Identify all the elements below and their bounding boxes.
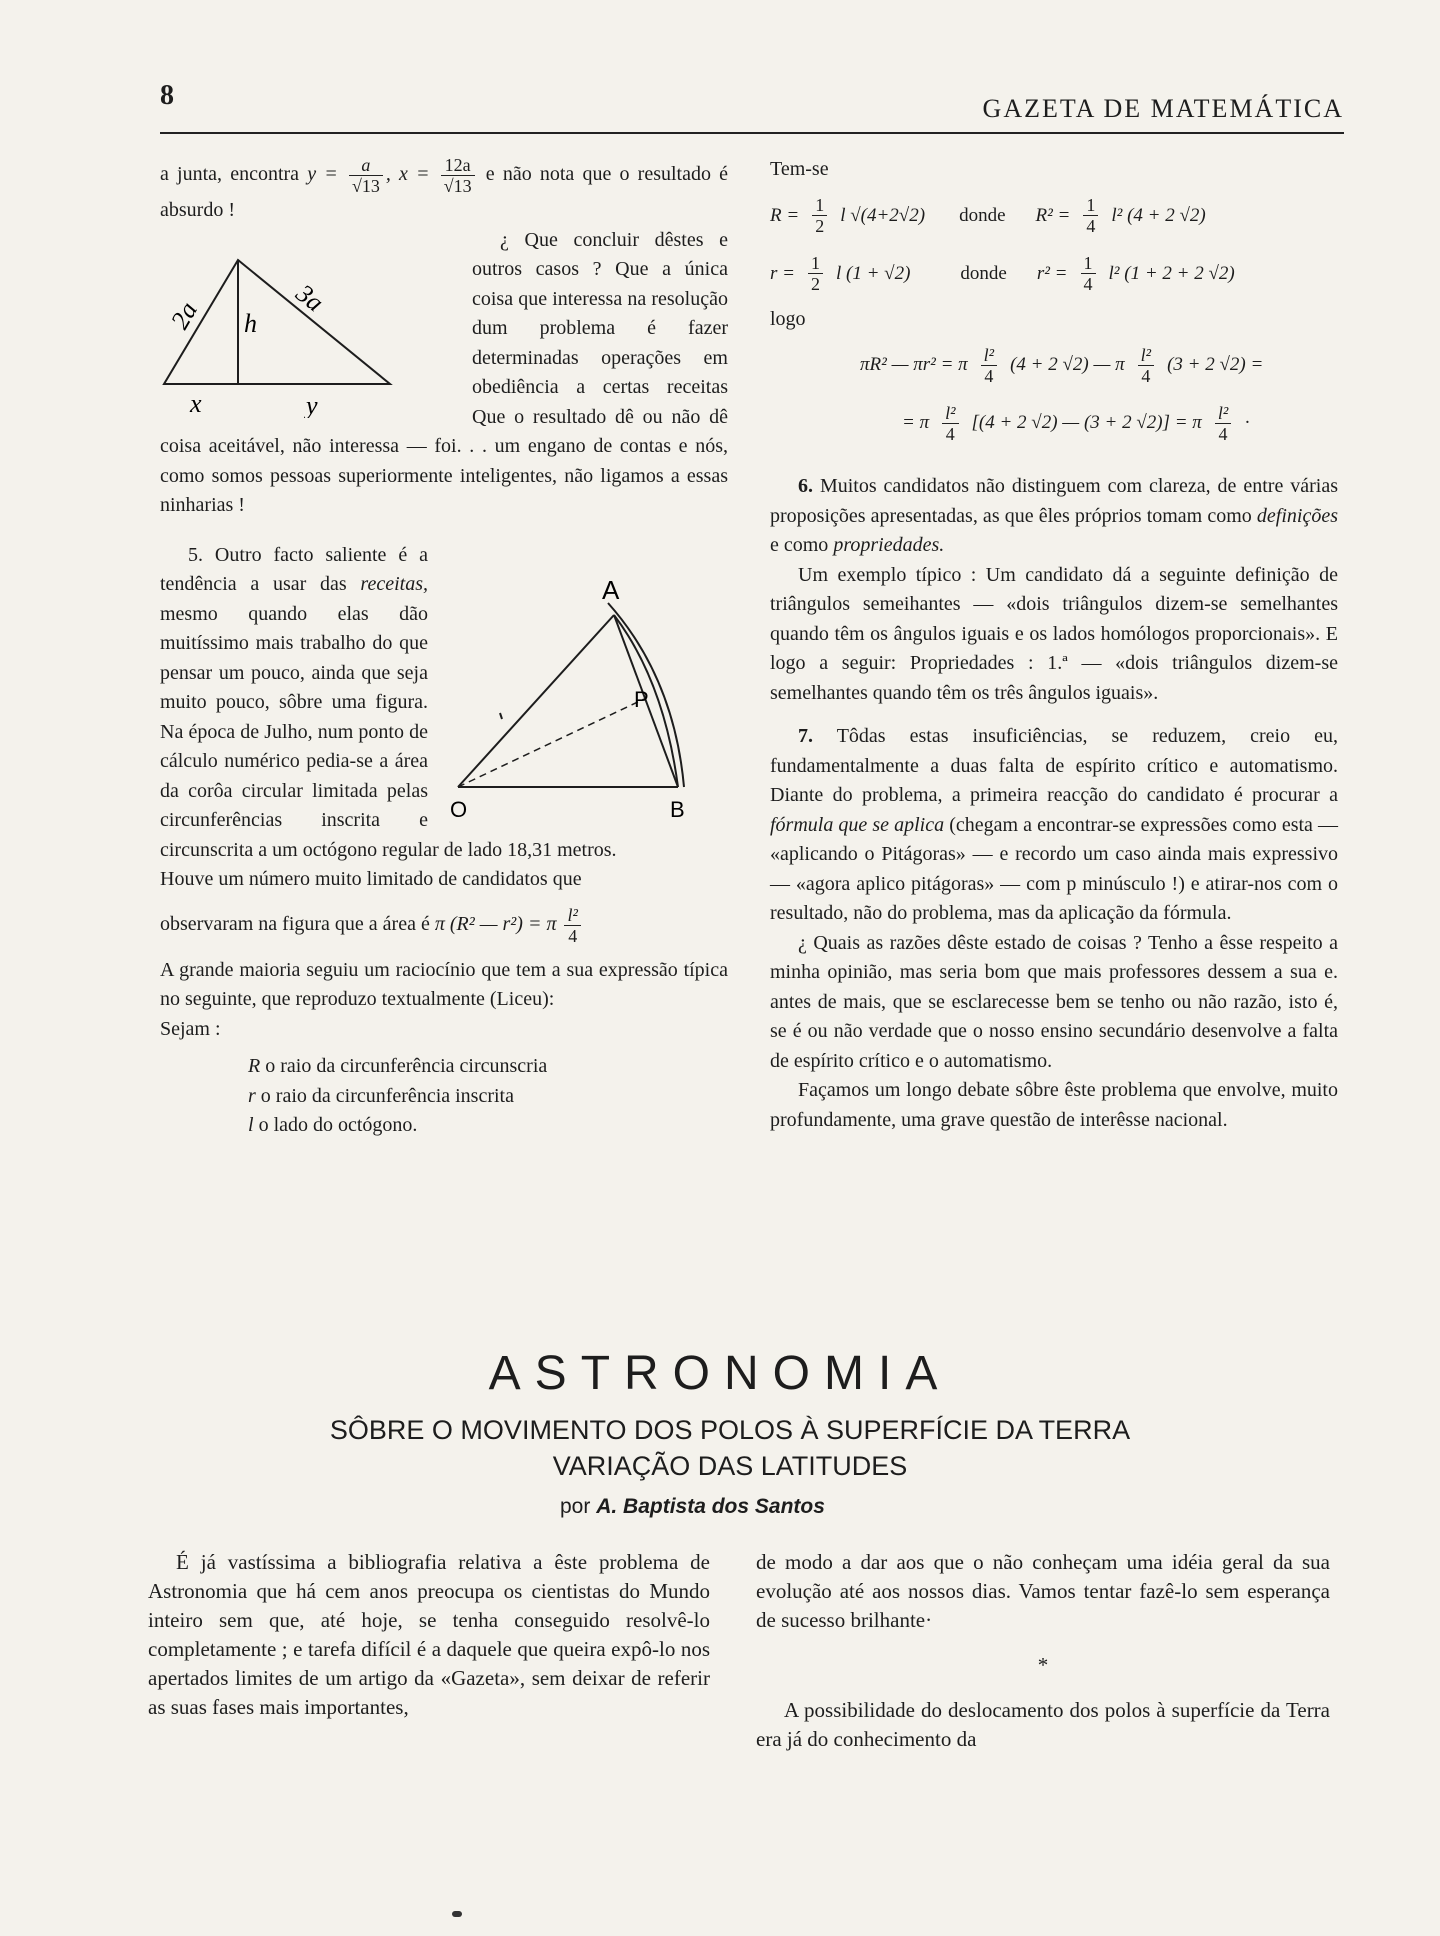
article-paragraph: de modo a dar aos que o não conheçam uma idéia geral da sua evolução até aos nossos dias. Vamos tentar fazê-lo sem esperança de sucesso brilhante· xyxy=(756,1550,1330,1632)
numerator: 1 xyxy=(1083,195,1098,216)
math-expression: π (R² — r²) = π xyxy=(434,912,557,935)
equation-2 xyxy=(770,247,1338,301)
text: Outro facto saliente é a tendência a usar das xyxy=(160,543,428,595)
fraction xyxy=(812,195,827,236)
right-column xyxy=(770,155,1338,1135)
paragraph-8: A grande maioria seguiu um raciocínio que tem a sua expressão típica no seguinte, que reproduzo textualmente (Liceu): xyxy=(160,958,728,1010)
denominator: 4 xyxy=(1083,274,1093,294)
label-height: h xyxy=(244,308,257,338)
numerator: 1 xyxy=(1081,253,1096,274)
section-number: 7. xyxy=(798,725,813,747)
fraction xyxy=(1081,253,1096,294)
label-o: O xyxy=(450,796,468,821)
paragraph-r9: Façamos um longo debate sôbre êste problema que envolve, muito profundamente, uma grave questão de interêsse nacional. xyxy=(770,1079,1338,1131)
emphasis: receitas, xyxy=(360,573,428,595)
text: e como xyxy=(770,534,829,556)
fraction xyxy=(981,345,997,386)
label-b: B xyxy=(670,796,685,821)
equation-1 xyxy=(770,189,1338,243)
left-column xyxy=(160,155,728,1141)
octagon-sector-figure xyxy=(438,551,728,821)
numerator: 1 xyxy=(812,195,827,216)
fraction xyxy=(441,155,475,196)
paragraph-r8: ¿ Quais as razões dêste estado de coisas ? Tenho a êsse respeito a minha opinião, mas seria bom que mais professores dessem a sua e. antes de mais, que se esclarecesse bem se tenho ou não razão, isto é, se é ou não verdade que o nosso ensino secundário desenvolve a falta de espírito crítico e o automatismo. xyxy=(770,931,1338,1072)
fraction xyxy=(1138,345,1154,386)
math: πR² — πr² = π xyxy=(860,354,968,376)
definitions-list xyxy=(160,1052,728,1141)
text: mesmo quando elas dão muitíssimo mais trabalho do que pensar um pouco, ainda que seja muito pouco, sôbre uma figura. Na época de Julho, num ponto de cálculo numérico pedia-se a área da corôa circular limitada pelas circunferências inscrita e circunscrita a um octógono regular de lado 18,31 metros. xyxy=(160,602,617,861)
numerator: l² xyxy=(1215,403,1231,424)
numerator: l² xyxy=(942,403,958,424)
article-paragraph: A possibilidade do deslocamento dos polos à superfície da Terra era já do conhecimento da xyxy=(756,1698,1330,1751)
math: · xyxy=(1244,412,1251,434)
section-subtitle xyxy=(300,1412,1160,1484)
definition-item xyxy=(248,1052,728,1082)
text: o raio da circunferência inscrita xyxy=(260,1084,514,1107)
fraction xyxy=(564,905,580,946)
math: l √(4+2√2) xyxy=(840,204,926,226)
emphasis: definições xyxy=(1256,504,1339,527)
text: ¿ Que concluir dêstes e outros casos ? Que a única coisa que interessa na resolução dum problema é fazer determinadas operações em obediência a certas receitas Que o resultado dê ou não dê coisa aceitável, não interessa — foi. . . um engano de contas e nós, como somos pessoas superiormente inteligentes, não ligamos a essas ninharias ! xyxy=(160,228,728,516)
byline xyxy=(560,1495,825,1519)
math: (3 + 2 √2) = xyxy=(1167,354,1264,376)
paragraph-5 xyxy=(160,541,728,866)
denominator: 4 xyxy=(568,925,578,946)
article-paragraph: É já vastíssima a bibliografia relativa a êste problema de Astronomia que há cem anos preocupa os cientistas do Mundo inteiro sem que, até hoje, se tenha conseguido resolvê-lo completamente ; e tarefa difícil é a daquele que queira expô-lo nos apertados limites de um artigo da «Gazeta», sem deixar de referir as suas fases mais importantes, xyxy=(148,1550,710,1719)
paragraph-6: Houve um número muito limitado de candidatos que xyxy=(160,868,582,890)
numerator: 12a xyxy=(441,155,475,176)
article-left-column xyxy=(148,1548,710,1722)
math-x: , x = xyxy=(385,163,430,186)
paragraph-1 xyxy=(160,155,728,226)
fraction xyxy=(808,253,823,294)
text: o lado do octógono. xyxy=(258,1114,418,1136)
denominator: 2 xyxy=(815,216,825,236)
numerator: a xyxy=(349,155,383,176)
section-number: 5. xyxy=(188,543,203,566)
numerator: 1 xyxy=(808,253,823,274)
text: o raio da circunferência circunscria xyxy=(265,1055,548,1077)
fraction xyxy=(1083,195,1098,236)
fraction xyxy=(349,155,383,196)
label-side-left: 2a xyxy=(165,296,204,334)
denominator: 4 xyxy=(945,423,955,444)
paragraph-2 xyxy=(160,226,728,521)
denominator: 2 xyxy=(810,274,820,294)
paragraph-r6 xyxy=(770,472,1338,561)
equation-4 xyxy=(770,396,1338,450)
text: observaram na figura que a área é xyxy=(160,912,430,935)
denominator: 4 xyxy=(1141,365,1151,386)
math: [(4 + 2 √2) — (3 + 2 √2)] = π xyxy=(971,412,1202,434)
text: Muitos candidatos não distinguem com clareza, de entre várias proposições apresentadas, as que êles próprios tomam como xyxy=(770,475,1339,527)
word: donde xyxy=(959,204,1006,226)
ink-speck xyxy=(452,1911,462,1917)
math: r² = xyxy=(1036,262,1068,284)
section-separator: * xyxy=(1037,1653,1049,1677)
label-p: P xyxy=(634,686,649,712)
denominator: √13 xyxy=(351,176,380,196)
author-name: A. Baptista dos Santos xyxy=(596,1495,825,1518)
triangle-shape xyxy=(164,260,390,384)
text: (chegam a encontrar-se expressões como esta — «aplicando o Pitágoras» — e recordo um caso ainda mais expressivo — «agora aplico pitágoras» — com p minúsculo !) e atirar-nos com o resultado, não do problema, mas da aplicação da fórmula. xyxy=(770,813,1339,924)
math: R² = xyxy=(1035,204,1071,226)
article-right-column xyxy=(756,1548,1330,1754)
denominator: 4 xyxy=(984,365,994,386)
symbol: r xyxy=(248,1084,256,1107)
math: l (1 + √2) xyxy=(835,262,911,284)
paragraph-r6b: Um exemplo típico : Um candidato dá a seguinte definição de triângulos semeihantes — «dois triângulos dizem-se semelhantes quando têm os ângulos iguais e os lados homólogos proporcionais». E logo a seguir: Propriedades : 1.ª — «dois triângulos dizem-se semelhantes quando têm os três ângulos iguais». xyxy=(770,563,1338,704)
dashed-apothem xyxy=(458,699,644,787)
symbol: l xyxy=(248,1114,254,1136)
paragraph-7 xyxy=(160,905,728,946)
fraction xyxy=(1215,403,1231,444)
math: R = xyxy=(770,204,800,226)
paragraph-r7 xyxy=(770,722,1338,929)
logo-label: logo xyxy=(770,307,806,330)
page-number: 8 xyxy=(160,80,174,111)
math: r = xyxy=(770,262,795,284)
math: l² (1 + 2 + 2 √2) xyxy=(1108,262,1235,284)
header-rule xyxy=(160,132,1344,134)
radius-oa xyxy=(458,615,614,787)
denominator: √13 xyxy=(443,176,472,196)
tick-mark xyxy=(500,713,502,719)
text: a junta, encontra xyxy=(160,163,300,186)
temse-label: Tem-se xyxy=(770,158,829,180)
numerator: l² xyxy=(564,905,580,926)
math: l² (4 + 2 √2) xyxy=(1111,204,1206,226)
denominator: 4 xyxy=(1086,216,1096,236)
section-number: 6. xyxy=(798,475,813,497)
paragraph-9: Sejam : xyxy=(160,1017,221,1040)
label-side-right: 3a xyxy=(290,277,330,317)
label-base-left: x xyxy=(190,388,202,418)
text: Tôdas estas insuficiências, se reduzem, creio eu, fundamentalmente a duas falta de espírito crítico e automatismo. Diante do problema, a primeira reacção do candidato é procurar a xyxy=(770,725,1338,806)
label-a: A xyxy=(602,574,620,605)
emphasis: fórmula que se aplica xyxy=(770,813,945,836)
numerator: l² xyxy=(1138,345,1154,366)
definition-item xyxy=(248,1082,728,1112)
label-base-right: y xyxy=(306,390,318,418)
journal-title: GAZETA DE MATEMÁTICA xyxy=(982,94,1344,123)
definition-item xyxy=(248,1111,728,1141)
numerator: l² xyxy=(981,345,997,366)
subtitle-line-2: VARIAÇÃO DAS LATITUDES xyxy=(552,1451,908,1481)
denominator: 4 xyxy=(1218,423,1228,444)
subtitle-line-1: SÔBRE O MOVIMENTO DOS POLOS À SUPERFÍCIE DA TERRA xyxy=(329,1415,1131,1445)
math: (4 + 2 √2) — π xyxy=(1010,354,1125,376)
section-title: ASTRONOMIA xyxy=(488,1347,952,1400)
equation-3 xyxy=(770,338,1338,392)
math: = π xyxy=(902,412,930,434)
symbol: R xyxy=(248,1055,261,1077)
math-y: y = xyxy=(307,163,338,186)
triangle-figure xyxy=(158,228,458,418)
by-label: por xyxy=(560,1495,591,1518)
fraction xyxy=(942,403,958,444)
text: e não nota que o resultado é absurdo ! xyxy=(160,163,729,221)
word: donde xyxy=(960,262,1007,284)
emphasis: propriedades. xyxy=(833,534,945,556)
